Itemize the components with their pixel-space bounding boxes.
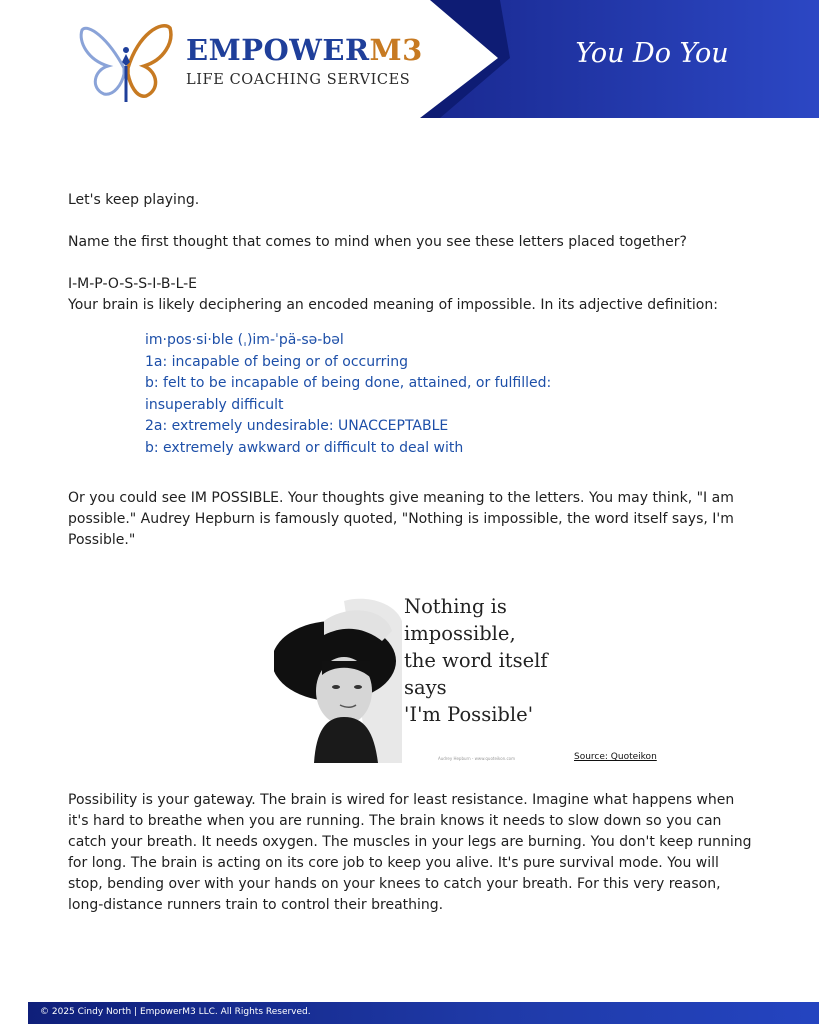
page-header — [0, 0, 819, 118]
paragraph-definition-intro: Your brain is likely deciphering an encoded meaning of impossible. In its adjective definition: — [68, 297, 718, 313]
definition-line: 1a: incapable of being or of occurring — [145, 353, 409, 370]
footer-bar — [28, 1002, 819, 1024]
footer-copyright: © 2025 Cindy North | EmpowerM3 LLC. All Rights Reserved. — [40, 1007, 311, 1017]
paragraph-intro: Let's keep playing. — [68, 192, 200, 208]
brand-subtitle: LIFE COACHING SERVICES — [186, 72, 411, 88]
definition-line: insuperably difficult — [145, 396, 284, 413]
quote-line: Nothing is — [404, 595, 507, 618]
definition-line: 2a: extremely undesirable: UNACCEPTABLE — [145, 418, 449, 434]
definition-line: b: felt to be incapable of being done, attained, or fulfilled: — [145, 375, 552, 391]
definition-line: b: extremely awkward or difficult to deal with — [145, 439, 464, 456]
quote-line: says — [404, 676, 447, 699]
source-link[interactable]: Source: Quoteikon — [574, 752, 657, 762]
paragraph-possibility-text: Possibility is your gateway. The brain is wired for least resistance. Imagine what happens when it's hard to breathe when you are running. The brain knows it needs to slow down so you can catch your breath. It needs oxygen. The muscles in your legs are burning. You don't keep running for long. The brain is acting on its core job to keep you alive. It's pure survival mode. You will stop, bending over with your hands on your knees to catch your breath. For this very reason, long-distance runners train to control their breathing. — [68, 792, 752, 913]
quote-line: the word itself — [404, 649, 548, 672]
quote-image — [274, 591, 574, 766]
paragraph-possible: Or you could see IM POSSIBLE. Your thoughts give meaning to the letters. You may think, "I am possible." Audrey Hepburn is famously quoted, "Nothing is impossible, the word itself says, I'm Possible." — [68, 490, 734, 548]
tagline: You Do You — [575, 38, 729, 69]
definition-line: im·pos·si·ble (ˌ)im-ˈpä-sə-bəl — [145, 332, 344, 348]
letters-line: I-M-P-O-S-S-I-B-L-E — [68, 276, 198, 292]
quote-line: impossible, — [404, 622, 516, 645]
main-content — [68, 190, 758, 551]
brand-title: EMPOWERM3 — [186, 33, 423, 67]
portrait-photo — [274, 591, 404, 763]
quote-text — [404, 593, 584, 728]
paragraph-question: Name the first thought that comes to mind when you see these letters placed together? — [68, 234, 687, 250]
brand-title-accent: M3 — [369, 33, 423, 67]
definition-block — [145, 330, 758, 459]
quote-line: 'I'm Possible' — [404, 703, 534, 726]
paragraph-possibility — [68, 790, 758, 916]
image-credit: Audrey Hepburn - www.quoteikon.com — [438, 756, 515, 761]
butterfly-icon — [78, 18, 174, 106]
